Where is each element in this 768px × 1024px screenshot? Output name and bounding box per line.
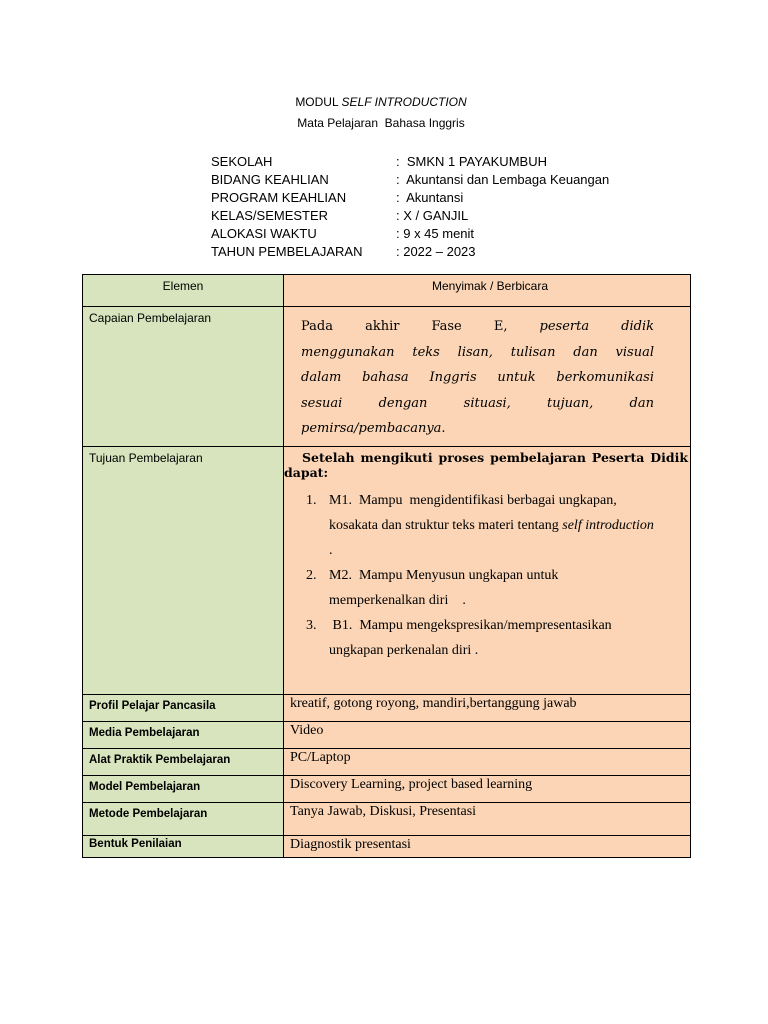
capaian-word: akhir	[365, 319, 400, 334]
row-value: Tanya Jawab, Diskusi, Presentasi	[290, 804, 477, 819]
list-item-text	[329, 488, 690, 563]
tujuan-intro-line-2: dapat:	[284, 465, 329, 480]
capaian-label: Capaian Pembelajaran	[89, 311, 212, 325]
row-label: Media Pembelajaran	[89, 727, 200, 739]
row-label-cell	[83, 803, 284, 836]
header-right-label: Menyimak / Berbicara	[431, 279, 549, 293]
document-title	[0, 95, 765, 109]
row-value-cell	[284, 803, 691, 836]
title-italic: SELF INTRODUCTION	[341, 95, 467, 109]
info-label: KELAS/SEMESTER	[211, 208, 329, 223]
row-value: Discovery Learning, project based learning	[290, 777, 533, 792]
info-row-sekolah	[211, 153, 609, 171]
tujuan-label: Tujuan Pembelajaran	[89, 451, 203, 465]
list-item-line: ungkapan perkenalan diri .	[329, 643, 479, 658]
info-label: ALOKASI WAKTU	[211, 226, 317, 241]
capaian-word: Fase	[431, 319, 462, 334]
info-row-bidang	[211, 171, 609, 189]
capaian-text	[284, 307, 690, 442]
list-item-line: kosakata dan struktur teks materi tentang	[329, 518, 563, 533]
capaian-word: peserta	[539, 319, 590, 334]
info-label: TAHUN PEMBELAJARAN	[211, 244, 363, 259]
list-item-number: 1.	[306, 493, 317, 508]
module-table	[82, 274, 691, 858]
row-value-cell	[284, 836, 691, 858]
capaian-line-4: sesuai dengan situasi, tujuan, dan	[301, 395, 654, 411]
info-row-tahun	[211, 243, 609, 261]
tujuan-label-cell	[83, 447, 284, 695]
row-value: kreatif, gotong royong, mandiri,bertanggung jawab	[290, 696, 577, 711]
table-row	[83, 722, 691, 749]
row-value: Video	[290, 723, 324, 738]
table-row	[83, 803, 691, 836]
info-label: SEKOLAH	[211, 154, 273, 169]
list-item-line: B1. Mampu mengekspresikan/mempresentasikan	[329, 618, 612, 633]
info-value: : Akuntansi	[396, 190, 464, 205]
capaian-word: didik	[621, 319, 654, 334]
table-row	[83, 776, 691, 803]
list-item-line: M2. Mampu Menyusun ungkapan untuk	[329, 568, 559, 583]
info-row-program	[211, 189, 609, 207]
row-label: Model Pembelajaran	[89, 781, 201, 793]
tujuan-intro	[284, 447, 690, 480]
list-item-text	[329, 563, 690, 613]
info-label: BIDANG KEAHLIAN	[211, 172, 329, 187]
row-label-cell	[83, 776, 284, 803]
row-label-cell	[83, 836, 284, 858]
capaian-label-cell	[83, 307, 284, 447]
row-value-cell	[284, 749, 691, 776]
capaian-line-3: dalam bahasa Inggris untuk berkomunikasi	[301, 370, 654, 385]
row-label: Metode Pembelajaran	[89, 808, 208, 820]
row-label-cell	[83, 722, 284, 749]
document-subtitle: Mata Pelajaran Bahasa Inggris	[297, 116, 465, 130]
list-item-number: 3.	[306, 618, 317, 633]
tujuan-list	[284, 480, 690, 663]
table-row	[83, 695, 691, 722]
row-label-cell	[83, 749, 284, 776]
info-block	[211, 153, 609, 261]
list-item	[306, 613, 690, 663]
capaian-value-cell	[284, 307, 691, 447]
list-item-line: .	[329, 543, 333, 558]
header-left-label: Elemen	[162, 279, 204, 293]
list-item-number: 2.	[306, 568, 317, 583]
table-row	[83, 749, 691, 776]
row-label: Profil Pelajar Pancasila	[89, 700, 216, 712]
capaian-line-5: pemirsa/pembacanya.	[301, 421, 446, 436]
list-item-line: memperkenalkan diri .	[329, 593, 466, 608]
table-row-capaian	[83, 307, 691, 447]
info-row-alokasi	[211, 225, 609, 243]
table-row	[83, 836, 691, 858]
info-label: PROGRAM KEAHLIAN	[211, 190, 347, 205]
list-item	[306, 488, 690, 563]
capaian-line-2: menggunakan teks lisan, tulisan dan visual	[301, 344, 654, 360]
table-row-tujuan	[83, 447, 691, 695]
info-value: : 2022 – 2023	[396, 244, 476, 259]
info-value: : SMKN 1 PAYAKUMBUH	[396, 154, 547, 169]
info-value: : Akuntansi dan Lembaga Keuangan	[396, 172, 610, 187]
capaian-line-1	[301, 314, 654, 340]
row-label-cell	[83, 695, 284, 722]
info-value: : 9 x 45 menit	[396, 226, 475, 241]
list-item-italic: self introduction	[562, 518, 654, 533]
list-item	[306, 563, 690, 613]
row-label: Alat Praktik Pembelajaran	[89, 754, 231, 766]
list-item-line: M1. Mampu mengidentifikasi berbagai ungkapan,	[329, 493, 617, 508]
capaian-word: Pada	[301, 319, 333, 334]
info-value: : X / GANJIL	[396, 208, 469, 223]
tujuan-value-cell	[284, 447, 691, 695]
info-row-kelas	[211, 207, 609, 225]
header-cell-right	[284, 275, 691, 307]
capaian-word: E,	[493, 319, 508, 334]
list-item-text	[329, 613, 690, 663]
row-label: Bentuk Penilaian	[89, 838, 182, 850]
table-header-row	[83, 275, 691, 307]
header-cell-left	[83, 275, 284, 307]
tujuan-intro-line-1: Setelah mengikuti proses pembelajaran Peserta Didik	[302, 450, 688, 465]
row-value-cell	[284, 695, 691, 722]
row-value: Diagnostik presentasi	[290, 837, 411, 852]
title-prefix: MODUL	[295, 95, 339, 109]
row-value-cell	[284, 722, 691, 749]
row-value: PC/Laptop	[290, 750, 351, 765]
row-value-cell	[284, 776, 691, 803]
